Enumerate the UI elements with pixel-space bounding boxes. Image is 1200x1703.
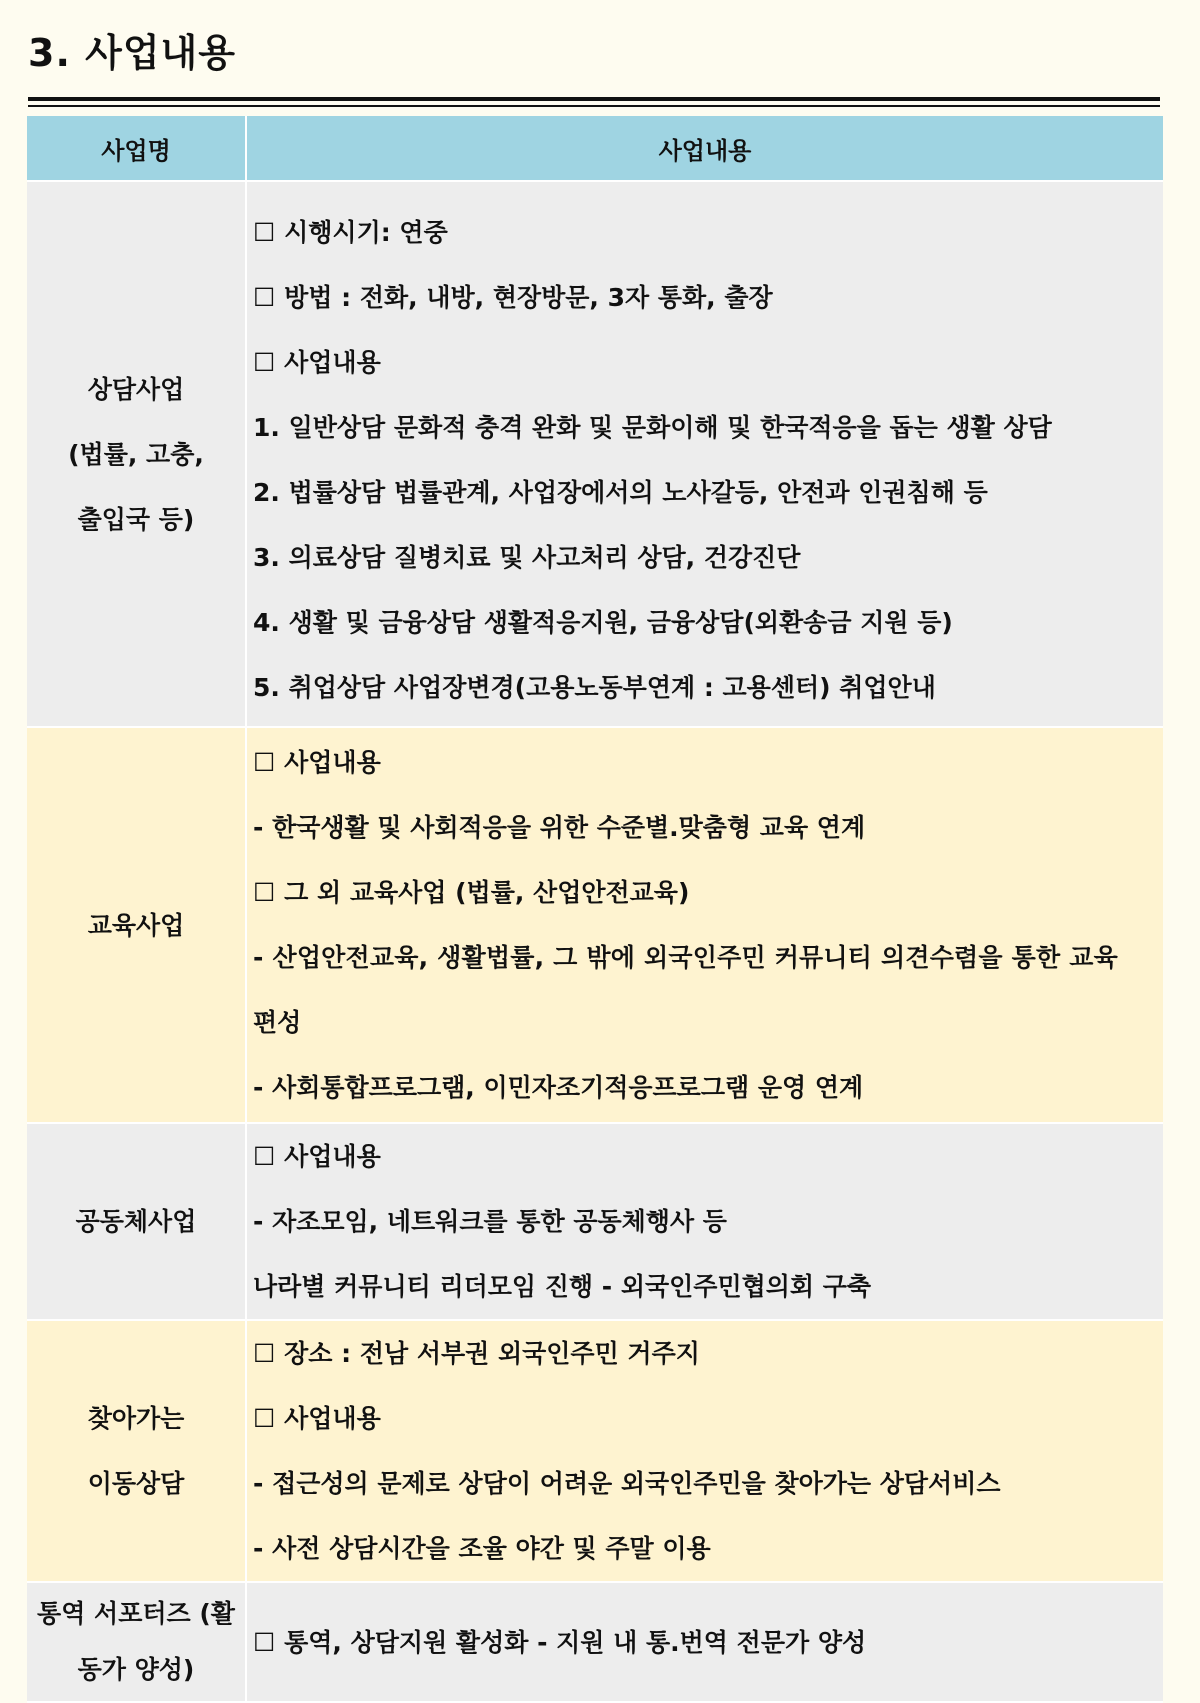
title-rule-thick <box>28 97 1160 101</box>
table-header-row <box>27 116 1163 181</box>
content-line: 편성 <box>253 1008 302 1037</box>
page-title: 3. 사업내용 <box>28 31 236 75</box>
row-content-interpreter-supporters <box>246 1582 1163 1702</box>
row-content-education <box>246 727 1163 1123</box>
row-name-line: 공동체사업 <box>75 1207 197 1236</box>
content-line: 나라별 커뮤니티 리더모임 진행 - 외국인주민협의회 구축 <box>253 1272 872 1301</box>
header-business-content: 사업내용 <box>246 116 1163 181</box>
content-line: - 자조모임, 네트워크를 통한 공동체행사 등 <box>253 1207 727 1236</box>
row-name-education <box>27 727 246 1123</box>
table-row <box>27 1582 1163 1702</box>
row-name-counseling <box>27 181 246 727</box>
content-line: - 접근성의 문제로 상담이 어려운 외국인주민을 찾아가는 상담서비스 <box>253 1469 1001 1498</box>
content-line: ☐ 사업내용 <box>253 1404 381 1433</box>
content-line: ☐ 장소 : 전남 서부권 외국인주민 거주지 <box>253 1339 700 1368</box>
table-row <box>27 1123 1163 1320</box>
row-name-line: 통역 서포터즈 (활 <box>37 1599 235 1628</box>
content-line: ☐ 사업내용 <box>253 348 381 377</box>
row-content-counseling <box>246 181 1163 727</box>
row-name-interpreter-supporters <box>27 1582 246 1702</box>
content-line: 3. 의료상담 질병치료 및 사고처리 상담, 건강진단 <box>253 543 801 572</box>
row-name-line: (법률, 고충, <box>68 439 204 469</box>
row-content-mobile-counseling <box>246 1320 1163 1582</box>
content-line: ☐ 방법 : 전화, 내방, 현장방문, 3자 통화, 출장 <box>253 283 773 312</box>
row-name-line: 교육사업 <box>87 910 185 940</box>
content-line: - 사전 상담시간을 조율 야간 및 주말 이용 <box>253 1534 711 1563</box>
row-name-line: 이동상담 <box>87 1469 185 1498</box>
table-row <box>27 1320 1163 1582</box>
content-line: ☐ 사업내용 <box>253 1142 381 1171</box>
content-line: ☐ 사업내용 <box>253 748 381 777</box>
row-name-line: 동가 양성) <box>77 1655 195 1684</box>
content-line: ☐ 시행시기: 연중 <box>253 218 448 247</box>
table-row <box>27 727 1163 1123</box>
row-name-mobile-counseling <box>27 1320 246 1582</box>
table-row <box>27 181 1163 727</box>
content-line: 2. 법률상담 법률관계, 사업장에서의 노사갈등, 안전과 인권침해 등 <box>253 478 988 507</box>
row-name-community <box>27 1123 246 1320</box>
header-business-name: 사업명 <box>27 116 246 181</box>
content-line: ☐ 그 외 교육사업 (법률, 산업안전교육) <box>253 878 690 907</box>
content-line: 4. 생활 및 금융상담 생활적응지원, 금융상담(외환송금 지원 등) <box>253 608 953 637</box>
content-line: 5. 취업상담 사업장변경(고용노동부연계 : 고용센터) 취업안내 <box>253 673 936 702</box>
content-line: ☐ 통역, 상담지원 활성화 - 지원 내 통.번역 전문가 양성 <box>253 1627 867 1657</box>
title-rule-thin <box>28 105 1160 107</box>
row-name-line: 출입국 등) <box>77 504 195 534</box>
business-table <box>27 116 1163 1703</box>
row-content-community <box>246 1123 1163 1320</box>
content-line: - 산업안전교육, 생활법률, 그 밖에 외국인주민 커뮤니티 의견수렴을 통한 교육 <box>253 943 1118 972</box>
content-line: - 사회통합프로그램, 이민자조기적응프로그램 운영 연계 <box>253 1073 864 1102</box>
content-line: 1. 일반상담 문화적 충격 완화 및 문화이해 및 한국적응을 돕는 생활 상담 <box>253 413 1052 442</box>
content-line: - 한국생활 및 사회적응을 위한 수준별.맞춤형 교육 연계 <box>253 813 866 842</box>
row-name-line: 찾아가는 <box>87 1404 185 1433</box>
row-name-line: 상담사업 <box>87 374 185 404</box>
